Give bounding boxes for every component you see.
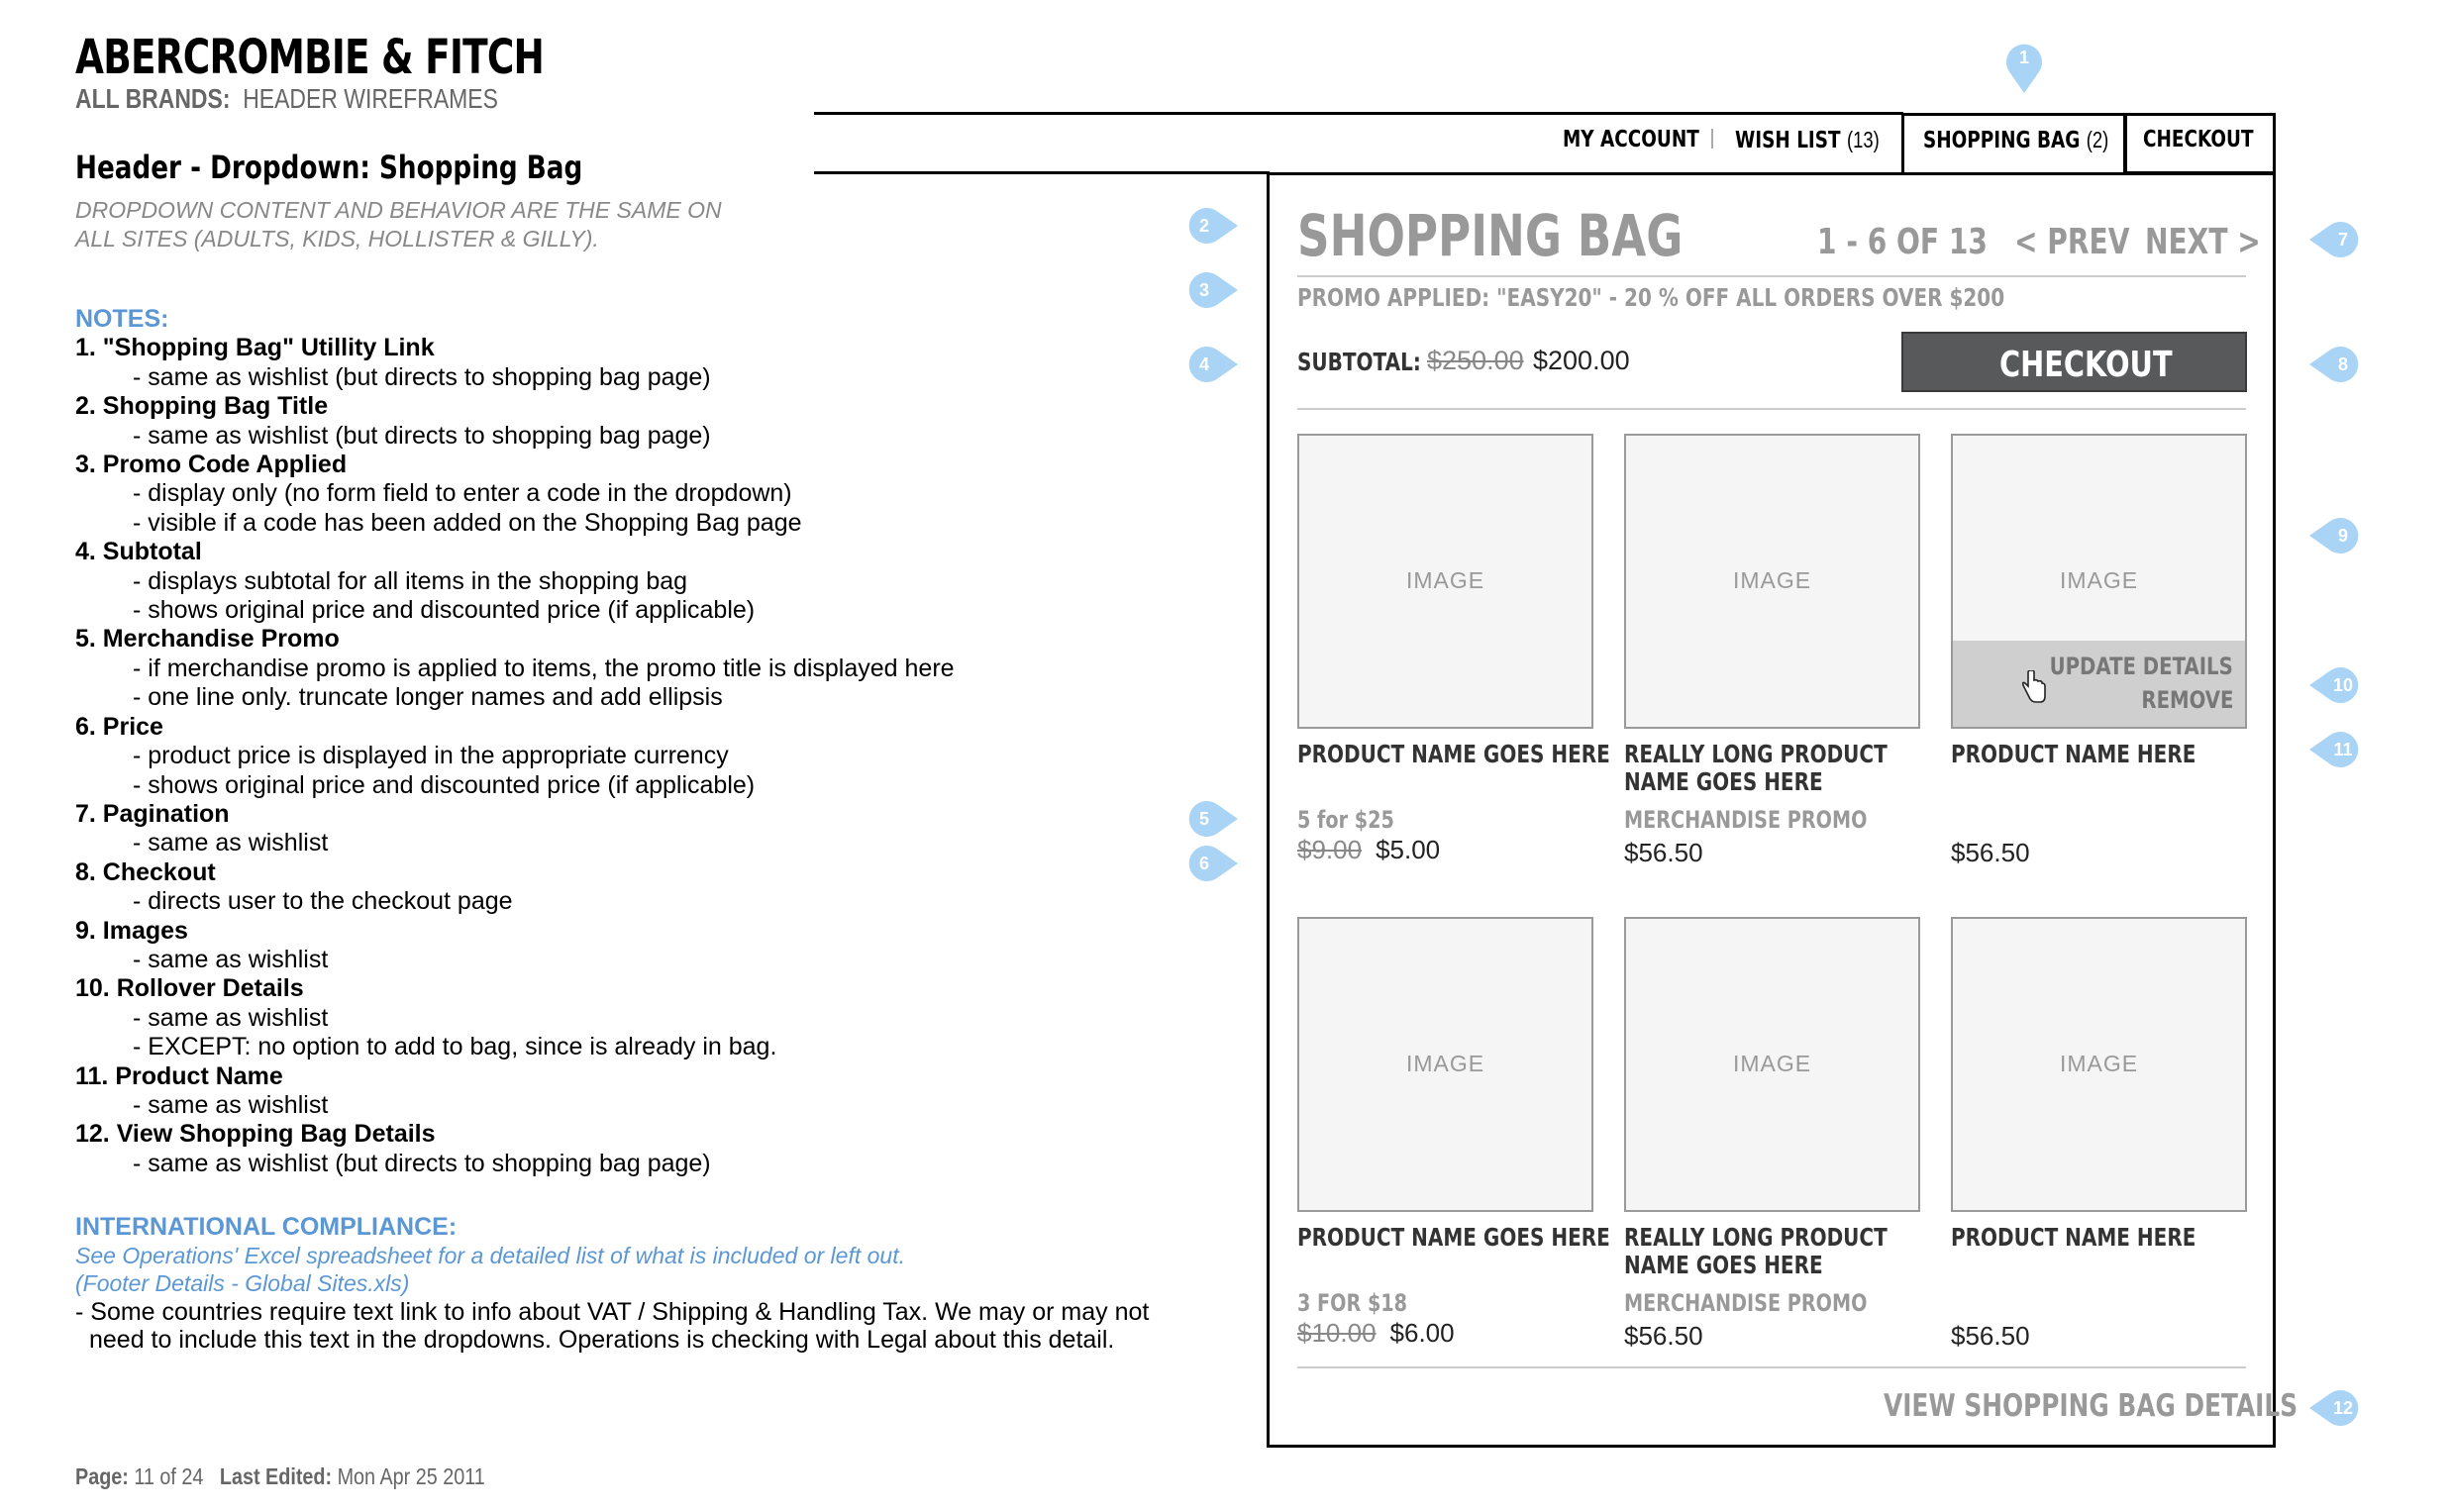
product-price	[1297, 835, 1440, 865]
callout-number: 11	[2333, 740, 2353, 759]
notes-heading: NOTES:	[75, 305, 169, 333]
product-price	[1297, 1318, 1455, 1349]
page-label: Page:	[75, 1463, 129, 1489]
note-title: 9. Images	[75, 916, 188, 945]
product-name[interactable]: REALLY LONG PRODUCT	[1624, 740, 1888, 768]
subtotal-original: $250.00	[1427, 346, 1524, 375]
page-number: 11 of 24	[134, 1463, 204, 1489]
product-name-line2[interactable]: NAME GOES HERE	[1624, 767, 1823, 796]
image-placeholder-label: IMAGE	[2059, 567, 2139, 593]
view-bag-details-link[interactable]: VIEW SHOPPING BAG DETAILS	[1884, 1388, 2298, 1424]
product-name[interactable]: PRODUCT NAME HERE	[1951, 740, 2196, 768]
callout-number: 8	[2337, 354, 2348, 374]
note-line: - same as wishlist	[133, 1090, 329, 1119]
note-line: - same as wishlist	[133, 1003, 329, 1032]
note-line: - same as wishlist (but directs to shopping bag page)	[133, 362, 711, 391]
edited-label: Last Edited:	[219, 1463, 333, 1489]
intl-body-text: - Some countries require text link to info about VAT / Shipping & Handling Tax. We may or may not need to include this text in the dropdowns. Operations is checking with Legal about this detail.	[75, 1297, 1150, 1354]
merchandise-promo: 3 FOR $18	[1297, 1289, 1408, 1317]
remove-link[interactable]: REMOVE	[2140, 686, 2233, 714]
subbrand-value: HEADER WIREFRAMES	[243, 83, 498, 114]
current-price: $6.00	[1389, 1318, 1455, 1348]
product-price	[1624, 1321, 1703, 1352]
note-title: 3. Promo Code Applied	[75, 451, 348, 479]
my-account-link[interactable]: MY ACCOUNT	[1563, 127, 1699, 152]
edited-date: Mon Apr 25 2011	[337, 1463, 485, 1489]
header-bottom-rule	[814, 171, 1270, 174]
callout-number: 5	[1198, 809, 1209, 829]
rollover-details	[1953, 641, 2245, 727]
wish-list-link[interactable]	[1735, 127, 1880, 153]
subtotal-divider	[1297, 408, 2246, 410]
note-line: - same as wishlist (but directs to shopping bag page)	[133, 421, 711, 450]
product-name-line2[interactable]: NAME GOES HERE	[1624, 1251, 1823, 1279]
note-line: - directs user to the checkout page	[133, 887, 513, 916]
callout-marker-icon	[1184, 268, 1240, 312]
dropdown-title: SHOPPING BAG	[1297, 202, 1684, 269]
callout-number: 1	[2018, 48, 2029, 67]
update-details-link[interactable]: UPDATE DETAILS	[2049, 653, 2233, 680]
subbrand-label: ALL BRANDS:	[75, 83, 231, 114]
callout-marker-icon	[1184, 797, 1240, 841]
note-title: 4. Subtotal	[75, 538, 202, 566]
note-line: - same as wishlist	[133, 829, 329, 857]
note-line: - same as wishlist	[133, 945, 329, 973]
callout-marker-icon	[1184, 343, 1240, 386]
note-line: - visible if a code has been added on the Shopping Bag page	[133, 508, 802, 537]
product-image[interactable]	[1624, 917, 1920, 1212]
note-title: 10. Rollover Details	[75, 974, 304, 1003]
note-line: - product price is displayed in the appropriate currency	[133, 742, 729, 770]
wish-list-label: WISH LIST	[1735, 128, 1841, 153]
shopping-bag-count: (2)	[2086, 127, 2109, 152]
intl-heading: INTERNATIONAL COMPLIANCE:	[75, 1213, 458, 1241]
product-price	[1624, 838, 1703, 868]
product-price	[1951, 838, 2030, 868]
callout-marker-icon	[1184, 204, 1240, 248]
callout-number: 3	[1198, 280, 1209, 300]
subtotal-label: SUBTOTAL:	[1297, 348, 1421, 376]
checkout-button[interactable]	[1901, 332, 2247, 392]
callout-marker-icon	[2307, 1386, 2363, 1430]
pagination-range: 1 - 6 OF 13	[1817, 222, 1988, 262]
note-title: 8. Checkout	[75, 857, 216, 886]
product-image[interactable]	[1297, 434, 1593, 729]
merchandise-promo: 5 for $25	[1297, 806, 1394, 834]
current-price: $5.00	[1376, 835, 1441, 864]
callout-marker-icon	[2307, 218, 2363, 261]
note-title: 1. "Shopping Bag" Utillity Link	[75, 334, 435, 362]
util-separator	[1711, 129, 1713, 149]
callout-number: 4	[1198, 354, 1209, 374]
note-title: 7. Pagination	[75, 799, 230, 828]
callout-number: 10	[2332, 675, 2354, 695]
note-line: - EXCEPT: no option to add to bag, since is already in bag.	[133, 1033, 777, 1061]
callout-number: 9	[2337, 526, 2348, 546]
note-title: 5. Merchandise Promo	[75, 625, 340, 654]
notes-section	[75, 305, 1145, 1178]
note-title: 12. View Shopping Bag Details	[75, 1120, 436, 1149]
product-name[interactable]: PRODUCT NAME GOES HERE	[1297, 1223, 1610, 1252]
image-placeholder-label: IMAGE	[1405, 1051, 1485, 1076]
note-title: 11. Product Name	[75, 1061, 283, 1090]
promo-applied: PROMO APPLIED: "EASY20" - 20 % OFF ALL ORDERS OVER $200	[1297, 283, 2005, 312]
merchandise-promo: MERCHANDISE PROMO	[1624, 1289, 1868, 1317]
image-placeholder-label: IMAGE	[2059, 1051, 2139, 1076]
intl-reference-file: (Footer Details - Global Sites.xls)	[75, 1270, 410, 1296]
product-image[interactable]	[1951, 434, 2247, 729]
callout-number: 7	[2337, 230, 2348, 250]
shopping-bag-link[interactable]	[1923, 127, 2108, 153]
checkout-button-label: CHECKOUT	[1999, 345, 2173, 385]
current-price: $56.50	[1951, 838, 2030, 867]
section-title: Header - Dropdown: Shopping Bag	[75, 149, 583, 186]
callout-marker-icon	[2002, 40, 2046, 95]
product-price	[1951, 1321, 2030, 1352]
international-compliance	[75, 1213, 1165, 1355]
callout-marker-icon	[2307, 514, 2363, 557]
product-name[interactable]: PRODUCT NAME HERE	[1951, 1223, 2196, 1252]
callout-number: 2	[1198, 216, 1209, 236]
note-line: - shows original price and discounted price (if applicable)	[133, 770, 756, 799]
product-image[interactable]	[1297, 917, 1593, 1212]
note-line: - one line only. truncate longer names and add ellipsis	[133, 683, 723, 712]
product-image[interactable]	[1951, 917, 2247, 1212]
grid-bottom-divider	[1297, 1366, 2246, 1368]
callout-number: 6	[1198, 854, 1209, 873]
image-placeholder-label: IMAGE	[1732, 1051, 1812, 1076]
image-placeholder-label: IMAGE	[1405, 567, 1485, 593]
brand-subtitle	[75, 83, 498, 115]
product-name[interactable]: PRODUCT NAME GOES HERE	[1297, 740, 1610, 768]
note-line: - display only (no form field to enter a code in the dropdown)	[133, 479, 792, 508]
page-footer	[75, 1463, 485, 1490]
current-price: $56.50	[1624, 1321, 1703, 1351]
note-title: 6. Price	[75, 712, 163, 741]
note-line: - if merchandise promo is applied to items, the promo title is displayed here	[133, 654, 955, 682]
brand-title: ABERCROMBIE & FITCH	[75, 30, 545, 85]
callout-marker-icon	[2307, 728, 2363, 771]
callout-marker-icon	[2307, 343, 2363, 386]
pagination-next[interactable]: NEXT >	[2145, 222, 2261, 262]
note-line: - displays subtotal for all items in the shopping bag	[133, 566, 688, 595]
intro-text: DROPDOWN CONTENT AND BEHAVIOR ARE THE SAME ON ALL SITES (ADULTS, KIDS, HOLLISTER & GILLY).	[75, 197, 722, 252]
wish-list-count: (13)	[1846, 127, 1880, 152]
checkout-link[interactable]: CHECKOUT	[2143, 127, 2254, 152]
merchandise-promo: MERCHANDISE PROMO	[1624, 806, 1868, 834]
callout-number: 12	[2332, 1398, 2354, 1418]
note-title: 2. Shopping Bag Title	[75, 392, 329, 421]
intl-reference-line: See Operations' Excel spreadsheet for a detailed list of what is included or left out.	[75, 1242, 905, 1268]
callout-marker-icon	[1184, 842, 1240, 885]
original-price: $9.00	[1297, 835, 1363, 864]
callout-marker-icon	[2307, 663, 2363, 707]
hand-cursor-icon	[2020, 670, 2048, 704]
image-placeholder-label: IMAGE	[1732, 567, 1812, 593]
note-line: - shows original price and discounted price (if applicable)	[133, 596, 756, 625]
shopping-bag-label: SHOPPING BAG	[1923, 128, 2081, 153]
product-name[interactable]: REALLY LONG PRODUCT	[1624, 1223, 1888, 1252]
current-price: $56.50	[1951, 1321, 2030, 1351]
header-top-rule	[814, 112, 1903, 115]
title-divider	[1297, 275, 2246, 277]
product-image[interactable]	[1624, 434, 1920, 729]
pagination-prev[interactable]: < PREV	[2014, 222, 2130, 262]
note-line: - same as wishlist (but directs to shopping bag page)	[133, 1149, 711, 1177]
subtotal-discounted: $200.00	[1533, 346, 1630, 375]
original-price: $10.00	[1297, 1318, 1377, 1348]
current-price: $56.50	[1624, 838, 1703, 867]
